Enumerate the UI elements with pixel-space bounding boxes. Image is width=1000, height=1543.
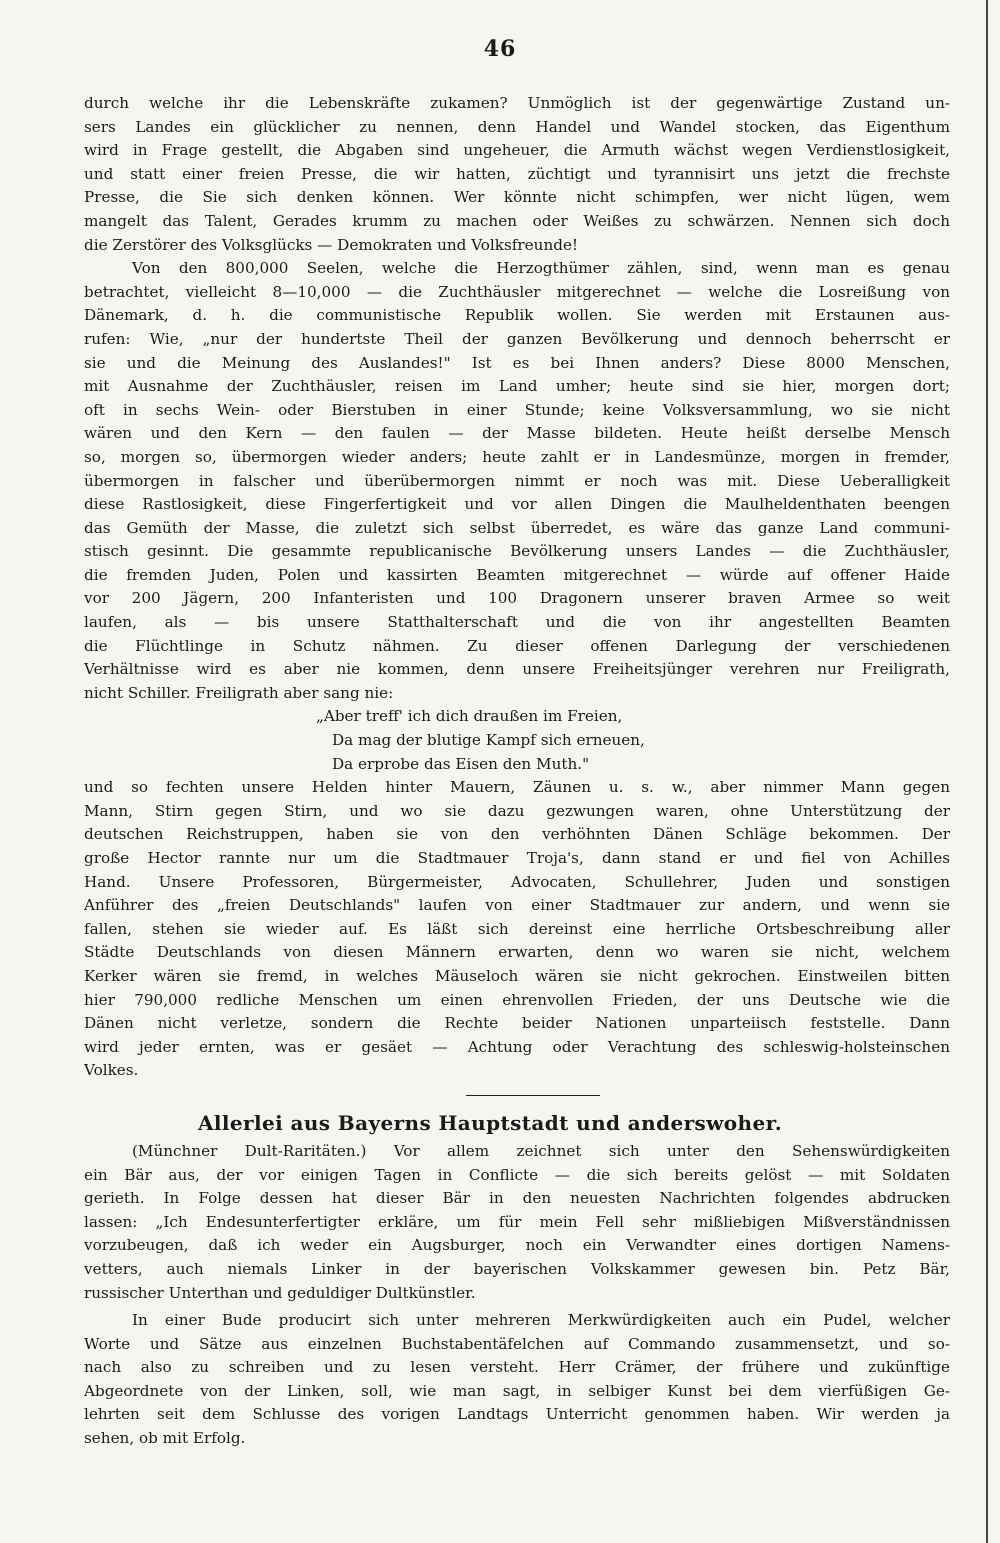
text-line: deutschen Reichstruppen, haben sie von den verhöhnten Dänen Schläge bekommen. Der — [84, 825, 950, 844]
text-line: Anführer des „freien Deutschlands" laufen von einer Stadtmauer zur andern, und wenn sie — [84, 896, 950, 915]
text-line: Kerker wären sie fremd, in welches Mäuseloch wären sie nicht gekrochen. Einstweilen bitten — [84, 966, 950, 985]
text-line: Verhältnisse wird es aber nie kommen, denn unsere Freiheitsjünger verehren nur Freiligrath, — [84, 660, 950, 679]
text-line: die Zerstörer des Volksglücks — Demokraten und Volksfreunde! — [84, 235, 579, 254]
text-line: In einer Bude producirt sich unter mehreren Merkwürdigkeiten auch ein Pudel, welcher — [132, 1311, 950, 1330]
paragraph-helden — [84, 776, 950, 1083]
text-line: das Gemüth der Masse, die zuletzt sich selbst überredet, es wäre das ganze Land communi- — [84, 518, 950, 537]
text-line: vor 200 Jägern, 200 Infanteristen und 100 Dragonern unserer braven Armee so weit — [84, 589, 950, 608]
page-edge-rule — [986, 0, 988, 1543]
text-line: Dänen nicht verletze, sondern die Rechte beider Nationen unparteiisch feststelle. Dann — [84, 1014, 950, 1033]
text-line: Presse, die Sie sich denken können. Wer könnte nicht schimpfen, wer nicht lügen, wem — [84, 188, 950, 207]
text-line: Hand. Unsere Professoren, Bürgermeister, Advocaten, Schullehrer, Juden und sonstigen — [84, 872, 950, 891]
text-line: Dänemark, d. h. die communistische Republik wollen. Sie werden mit Erstaunen aus- — [84, 306, 950, 325]
paragraph-dult-raritaeten — [84, 1140, 950, 1305]
text-line: und so fechten unsere Helden hinter Mauern, Zäunen u. s. w., aber nimmer Mann gegen — [84, 778, 950, 797]
text-line: (Münchner Dult-Raritäten.) Vor allem zeichnet sich unter den Sehenswürdigkeiten — [132, 1141, 950, 1160]
verse-line: „Aber treff' ich dich draußen im Freien, — [316, 707, 623, 726]
text-line: wären und den Kern — den faulen — der Masse bildeten. Heute heißt derselbe Mensch — [84, 424, 950, 443]
text-line: diese Rastlosigkeit, diese Fingerfertigkeit und vor allen Dingen die Maulheldenthaten beengen — [84, 495, 950, 514]
text-line: wird in Frage gestellt, die Abgaben sind ungeheuer, die Armuth wächst wegen Verdienstlosigkeit, — [84, 141, 950, 160]
text-line: lehrten seit dem Schlusse des vorigen Landtags Unterricht genommen haben. Wir werden ja — [84, 1405, 950, 1424]
text-line: mangelt das Talent, Gerades krumm zu machen oder Weißes zu schwärzen. Nennen sich doch — [84, 211, 950, 230]
text-line: Worte und Sätze aus einzelnen Buchstabentäfelchen auf Commando zusammensetzt, und so- — [84, 1334, 950, 1353]
text-line: rufen: Wie, „nur der hundertste Theil der ganzen Bevölkerung und dennoch beherrscht er — [84, 329, 950, 348]
paragraph-pudel — [84, 1309, 950, 1451]
page-number: 46 — [483, 36, 517, 62]
text-line: so, morgen so, übermorgen wieder anders; heute zahlt er in Landesmünze, morgen in fremder, — [84, 447, 950, 466]
text-line: Volkes. — [84, 1061, 139, 1080]
text-line: die Flüchtlinge in Schutz nähmen. Zu dieser offenen Darlegung der verschiedenen — [84, 636, 950, 655]
text-line: betrachtet, vielleicht 8—10,000 — die Zuchthäusler mitgerechnet — welche die Losreißung von — [84, 282, 950, 301]
text-line: mit Ausnahme der Zuchthäusler, reisen im Land umher; heute sind sie hier, morgen dort; — [84, 377, 950, 396]
text-line: nicht Schiller. Freiligrath aber sang nie: — [84, 683, 394, 702]
text-line: stisch gesinnt. Die gesammte republicanische Bevölkerung unsers Landes — die Zuchthäusler, — [84, 542, 950, 561]
text-line: Von den 800,000 Seelen, welche die Herzogthümer zählen, sind, wenn man es genau — [132, 259, 950, 278]
text-line: laufen, als — bis unsere Statthalterschaft und die von ihr angestellten Beamten — [84, 613, 950, 632]
text-line: sie und die Meinung des Auslandes!" Ist es bei Ihnen anders? Diese 8000 Menschen, — [84, 353, 950, 372]
text-line: vetters, auch niemals Linker in der bayerischen Volkskammer gewesen bin. Petz Bär, — [84, 1259, 950, 1278]
verse-quote — [84, 705, 950, 776]
text-line: sers Landes ein glücklicher zu nennen, denn Handel und Wandel stocken, das Eigenthum — [84, 117, 950, 136]
section-separator — [466, 1095, 600, 1096]
text-line: hier 790,000 redliche Menschen um einen ehrenvollen Frieden, der uns Deutsche wie die — [84, 990, 950, 1009]
text-line: ein Bär aus, der vor einigen Tagen in Conflicte — die sich bereits gelöst — mit Soldaten — [84, 1165, 950, 1184]
text-line: Abgeordnete von der Linken, soll, wie man sagt, in selbiger Kunst bei dem vierfüßigen Ge- — [84, 1381, 950, 1400]
verse-line: Da mag der blutige Kampf sich erneuen, — [332, 731, 645, 750]
text-line: Mann, Stirn gegen Stirn, und wo sie dazu gezwungen waren, ohne Unterstützung der — [84, 801, 950, 820]
text-line: die fremden Juden, Polen und kassirten Beamten mitgerechnet — würde auf offener Haide — [84, 565, 950, 584]
text-line: Städte Deutschlands von diesen Männern erwarten, denn wo waren sie nicht, welchem — [84, 943, 950, 962]
text-line: durch welche ihr die Lebenskräfte zukamen? Unmöglich ist der gegenwärtige Zustand un- — [84, 94, 950, 112]
text-column — [84, 92, 950, 1451]
text-line: vorzubeugen, daß ich weder ein Augsburger, noch ein Verwandter eines dortigen Namens- — [84, 1236, 950, 1255]
paragraph-seelen — [84, 257, 950, 705]
text-line: lassen: „Ich Endesunterfertigter erkläre, um für mein Fell sehr mißliebigen Mißverständnissen — [84, 1212, 950, 1231]
text-line: oft in sechs Wein- oder Bierstuben in einer Stunde; keine Volksversammlung, wo sie nicht — [84, 400, 950, 419]
text-line: große Hector rannte nur um die Stadtmauer Troja's, dann stand er und fiel von Achilles — [84, 849, 950, 867]
section-heading: Allerlei aus Bayerns Hauptstadt und anderswoher. — [198, 1110, 783, 1135]
text-line: fallen, stehen sie wieder auf. Es läßt sich dereinst eine herrliche Ortsbeschreibung aller — [84, 919, 950, 938]
text-line: gerieth. In Folge dessen hat dieser Bär in den neuesten Nachrichten folgendes abdrucken — [84, 1189, 950, 1208]
text-line: sehen, ob mit Erfolg. — [84, 1429, 246, 1448]
verse-line: Da erprobe das Eisen den Muth." — [332, 754, 590, 773]
paragraph-lebenskraefte — [84, 92, 950, 257]
text-line: und statt einer freien Presse, die wir hatten, züchtigt und tyrannisirt uns jetzt die frechste — [84, 164, 950, 183]
text-line: russischer Unterthan und geduldiger Dultkünstler. — [84, 1283, 476, 1302]
text-line: wird jeder ernten, was er gesäet — Achtung oder Verachtung des schleswig-holsteinschen — [84, 1037, 950, 1056]
text-line: übermorgen in falscher und überübermorgen nimmt er noch was mit. Diese Ueberalligkeit — [84, 471, 950, 490]
text-line: nach also zu schreiben und zu lesen versteht. Herr Crämer, der frühere und zukünftige — [84, 1358, 950, 1377]
